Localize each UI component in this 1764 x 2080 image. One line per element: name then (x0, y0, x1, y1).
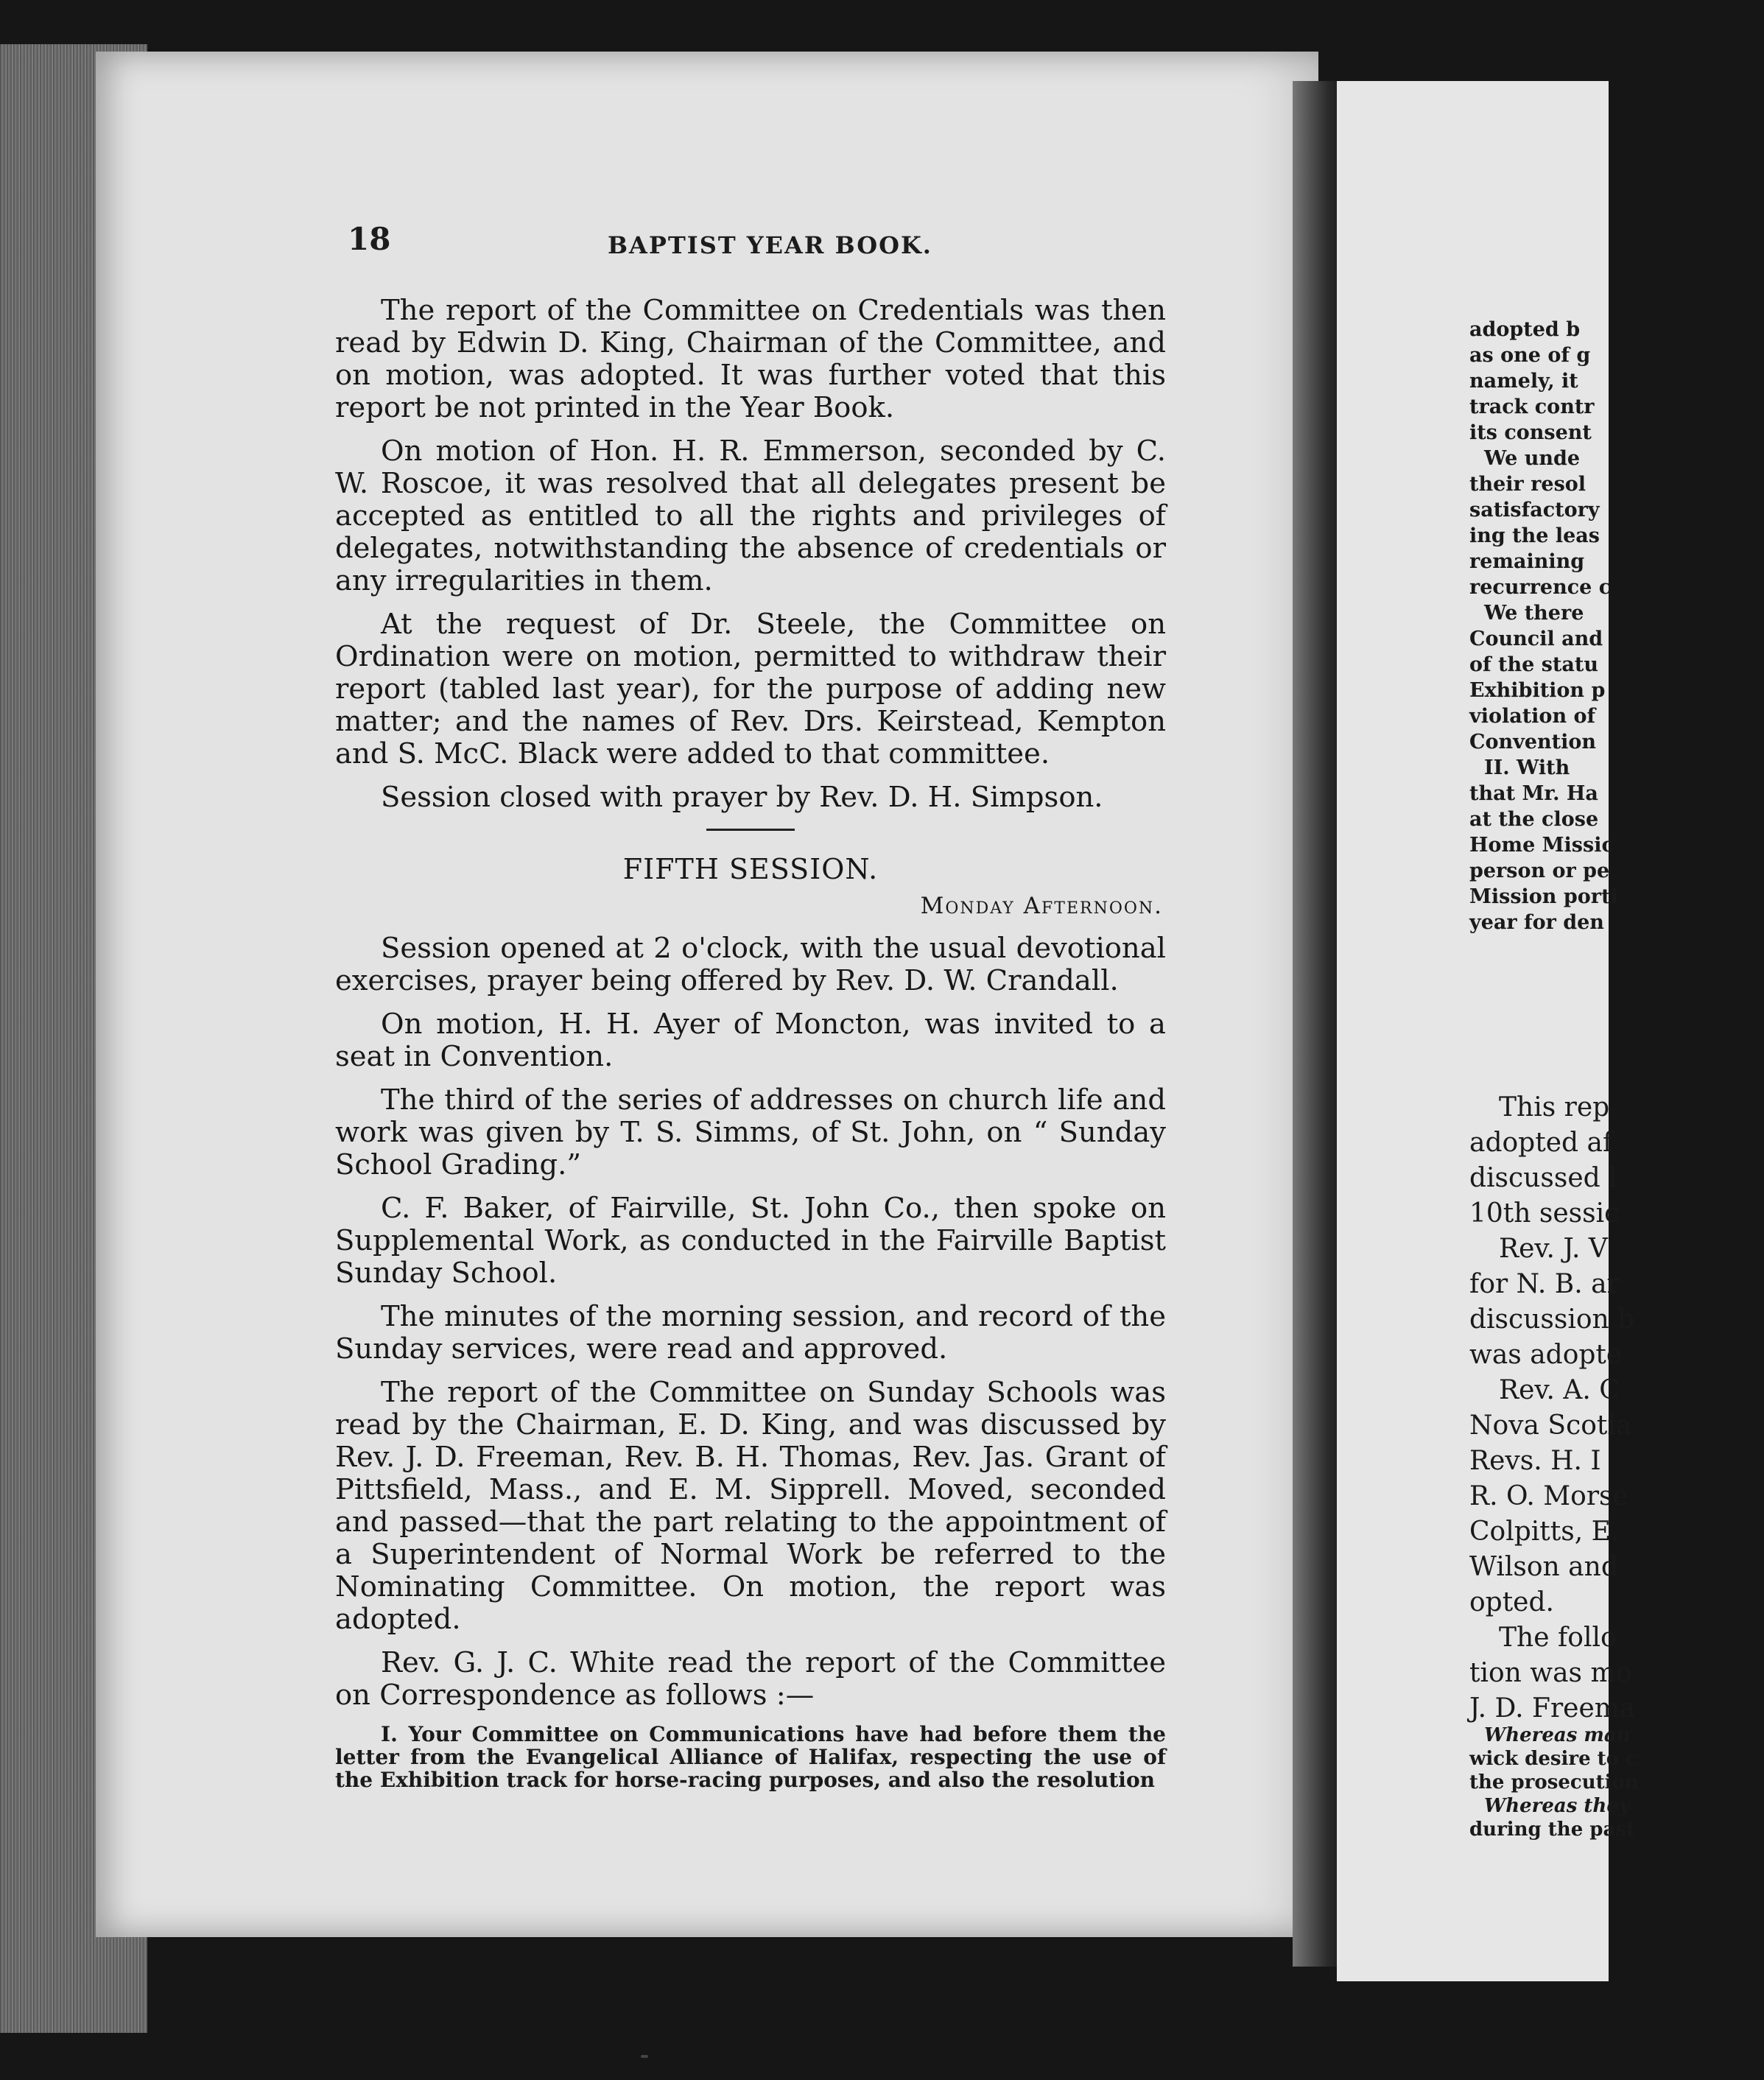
left-page-body (335, 295, 1166, 1802)
text-line: Whereas man (1484, 1724, 1631, 1746)
section-divider (706, 829, 795, 831)
text-line: adopted b (1469, 318, 1581, 341)
paragraph: The report of the Committee on Credentials was then read by Edwin D. King, Chairman of the Committee, and on motion, was adopted. It was further voted that this report be not printed in the Year Book. (335, 294, 1166, 424)
running-head-text: BAPTIST YEAR BOOK. (608, 231, 932, 259)
paragraph: C. F. Baker, of Fairville, St. John Co., then spoke on Supplemental Work, as conducted in the Fairville Baptist Sunday School. (335, 1192, 1166, 1290)
right-page-small-text (1469, 317, 1764, 935)
text-line: Colpitts, E. (1469, 1517, 1620, 1547)
text-line: track contr (1469, 396, 1595, 418)
text-line: The follo (1499, 1623, 1617, 1653)
text-line: This rep (1499, 1092, 1610, 1122)
text-line: as one of g (1469, 344, 1591, 367)
paragraph: On motion of Hon. H. R. Emmerson, seconded by C. W. Roscoe, it was resolved that all delegates present be accepted as entitled to all the rights and privileges of delegates, notwithstanding the absence of credentials or any irregularities in them. (335, 435, 1166, 597)
paragraph: Session closed with prayer by Rev. D. H. Simpson. (381, 781, 1103, 814)
right-page (1337, 81, 1639, 1981)
text-line: tion was mo (1469, 1658, 1632, 1688)
text-line: II. With (1484, 756, 1570, 779)
text-line: their resol (1469, 473, 1586, 496)
ink-smudge (641, 2055, 648, 2058)
text-line: for N. B. ar (1469, 1269, 1620, 1299)
text-line: 10th sessic (1469, 1198, 1620, 1229)
text-line: satisfactory (1469, 499, 1600, 521)
paragraph: The third of the series of addresses on church life and work was given by T. S. Simms, of St. John, on “ Sunday School Grading.” (335, 1083, 1166, 1181)
page-number: 18 (348, 221, 391, 257)
text-line: Wilson and (1469, 1552, 1618, 1582)
session-subtitle: Monday Afternoon. (920, 893, 1163, 919)
text-line: Convention (1469, 731, 1596, 753)
text-line: adopted af (1469, 1128, 1613, 1158)
text-line: the prosecution (1469, 1771, 1639, 1793)
text-line: wick desire to c (1469, 1748, 1637, 1770)
text-line: Rev. J. V (1499, 1234, 1608, 1264)
text-line: during the past (1469, 1819, 1635, 1841)
text-line: J. D. Freema (1469, 1693, 1636, 1724)
text-line: remaining (1469, 550, 1585, 573)
text-line: its consent (1469, 421, 1592, 444)
text-line: We unde (1484, 447, 1581, 470)
right-page-footnote (1469, 1724, 1764, 1841)
paragraph: On motion, H. H. Ayer of Moncton, was invited to a seat in Convention. (335, 1008, 1166, 1073)
text-line: was adopte (1469, 1340, 1623, 1370)
paragraph: Rev. G. J. C. White read the report of the Committee on Correspondence as follows :— (335, 1646, 1166, 1712)
paragraph: Session opened at 2 o'clock, with the usual devotional exercises, prayer being offered by Rev. D. W. Crandall. (335, 932, 1166, 997)
paragraph: The report of the Committee on Sunday Schools was read by the Chairman, E. D. King, and was discussed by Rev. J. D. Freeman, Rev. B. H. Thomas, Rev. Jas. Grant of Pittsfield, Mass., and E. M. Sipprell. Moved, seconded and passed—that the part relating to the appointment of a Superintendent of Normal Work be referred to the Nominating Committee. On motion, the report was adopted. (335, 1376, 1166, 1636)
session-title: FIFTH SESSION. (622, 853, 879, 885)
text-line: Whereas they (1484, 1795, 1630, 1817)
text-line: year for den (1469, 911, 1604, 934)
paragraph: At the request of Dr. Steele, the Committee on Ordination were on motion, permitted to withdraw their report (tabled last year), for the purpose of adding new matter; and the names of Rev. Drs. Keirstead, Kempton and S. McC. Black were added to that committee. (335, 608, 1166, 770)
text-line: Rev. A. C (1499, 1375, 1620, 1405)
paragraph: The minutes of the morning session, and record of the Sunday services, were read and approved. (335, 1300, 1166, 1366)
text-line: violation of (1469, 705, 1596, 728)
text-line: Nova Scotia (1469, 1410, 1632, 1441)
text-line: person or pe (1469, 860, 1610, 882)
text-line: We there (1484, 602, 1584, 625)
text-line: ing the leas (1469, 524, 1600, 547)
text-line: R. O. Morse (1469, 1481, 1628, 1511)
text-line: Home Missic (1469, 834, 1614, 857)
text-line: Mission porti (1469, 885, 1618, 908)
text-line: discussion b (1469, 1304, 1635, 1335)
text-line: Council and (1469, 628, 1603, 650)
text-line: that Mr. Ha (1469, 782, 1598, 805)
text-line: recurrence c (1469, 576, 1612, 599)
text-line: opted. (1469, 1587, 1554, 1617)
text-line: at the close (1469, 808, 1599, 831)
footnote: I. Your Committee on Communications have had before them the letter from the Evangelical Alliance of Halifax, respecting the use of the Exhibition track for horse-racing purposes, and also the resolution (335, 1722, 1166, 1792)
text-line: of the statu (1469, 653, 1598, 676)
text-line: namely, it (1469, 370, 1578, 393)
text-line: Revs. H. I (1469, 1446, 1601, 1476)
text-line: Exhibition p (1469, 679, 1606, 702)
text-line: discussed l (1469, 1163, 1617, 1193)
right-page-large-text (1469, 1090, 1764, 1726)
